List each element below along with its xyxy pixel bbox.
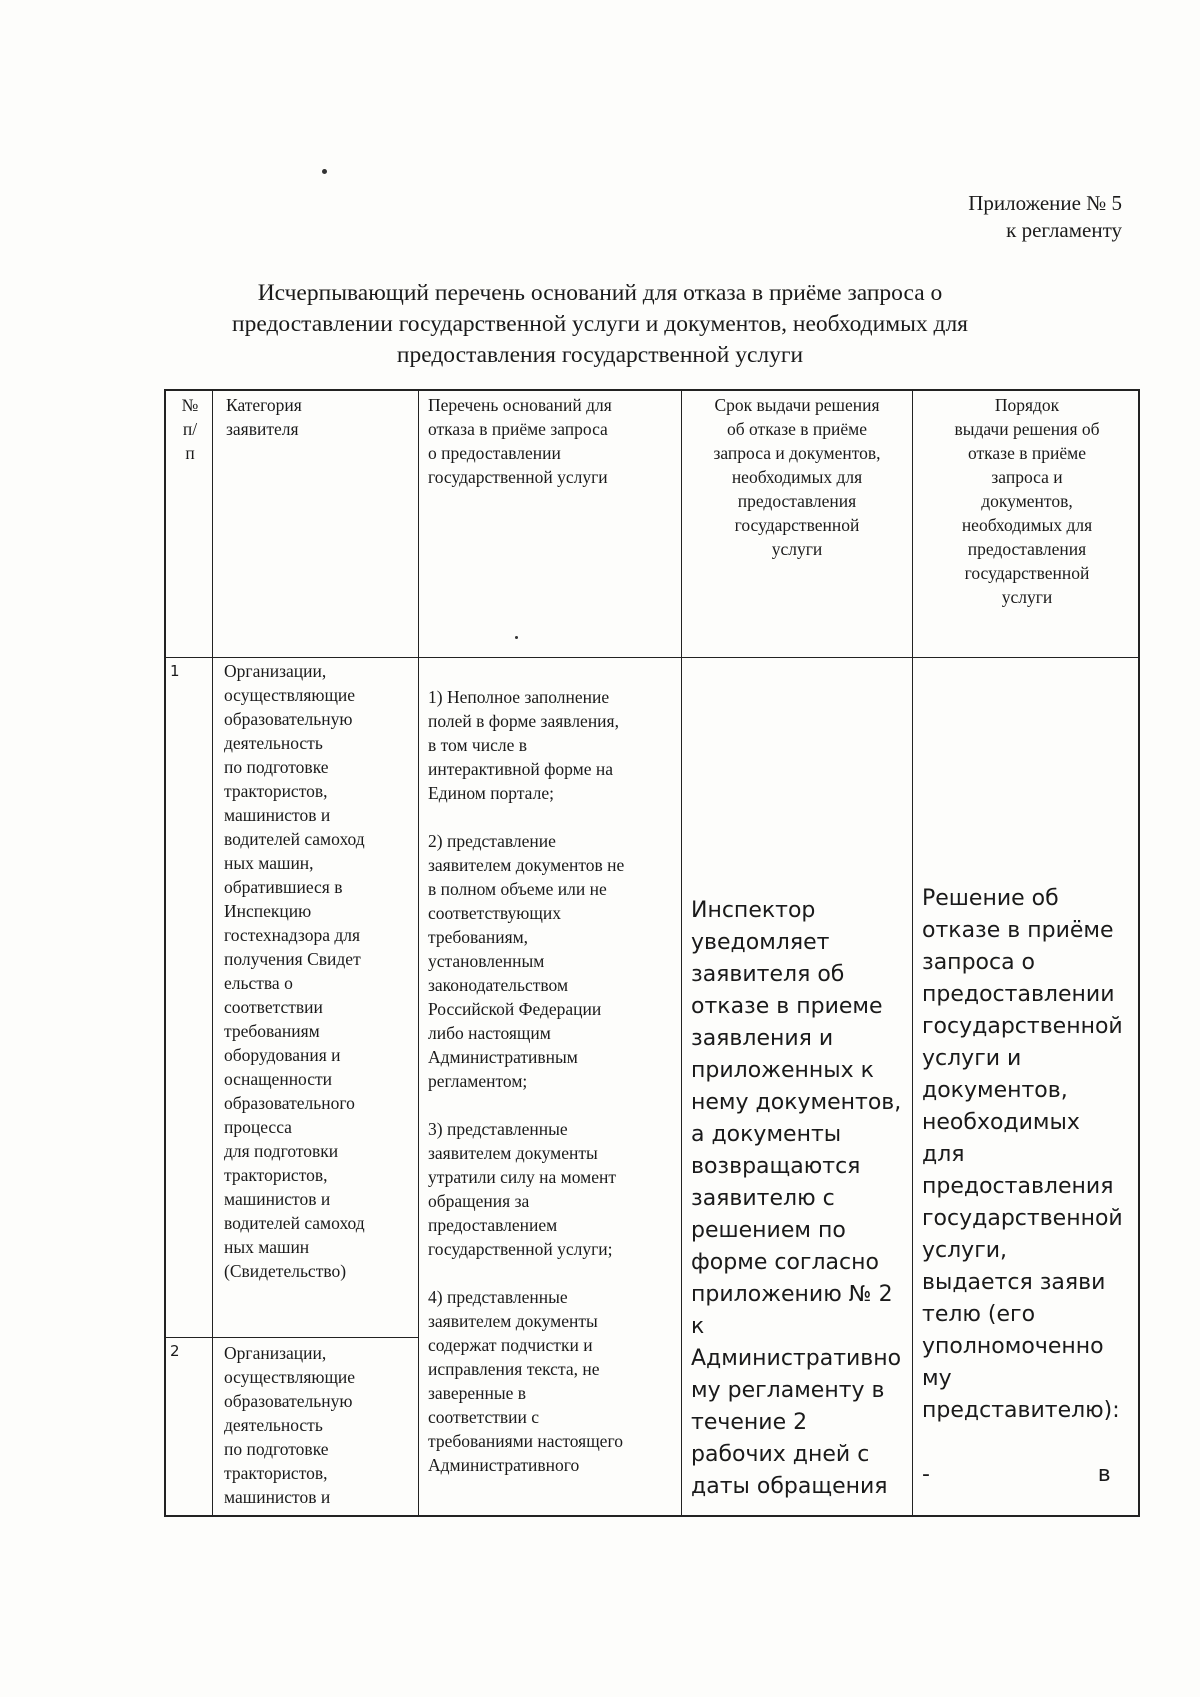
title-line-2: предоставлении государственной услуги и документов, необходимых для [232, 311, 968, 337]
header-divider [166, 657, 1140, 658]
text-line: для подготовки [224, 1141, 339, 1161]
text-line: соответствии [224, 997, 323, 1017]
text-line: предоставлением [428, 1215, 558, 1235]
col-divider-1 [212, 391, 213, 1517]
text-line: ных машин, [224, 853, 314, 873]
text-line: нему документов, [691, 1090, 902, 1115]
text-line: машинистов и [224, 1189, 331, 1209]
text-line: документов, [922, 1078, 1068, 1103]
text-line: деятельность [224, 1415, 323, 1435]
text-line: течение 2 [691, 1410, 808, 1435]
text-line: водителей самоход [224, 829, 365, 849]
text-line: машинистов и [224, 805, 331, 825]
order-text [922, 883, 1134, 1491]
row2-number: 2 [170, 1342, 180, 1360]
text-line: телю (его [922, 1302, 1036, 1327]
text-line: 4) представленные [428, 1287, 568, 1307]
text-line: предоставлении [922, 982, 1115, 1007]
text-line: приложению № 2 [691, 1282, 893, 1307]
annex-reference: к регламенту [1006, 218, 1122, 242]
header-num [168, 393, 212, 465]
text-line: заявителем документы [428, 1311, 598, 1331]
text-line: даты обращения [691, 1474, 888, 1499]
text-line: деятельность [224, 733, 323, 753]
text-line: заявителя [226, 419, 299, 439]
text-line: обращения за [428, 1191, 530, 1211]
row2-category [224, 1341, 418, 1509]
header-grounds [428, 393, 678, 489]
text-line: машинистов и [224, 1487, 331, 1507]
text-line: п [185, 443, 195, 463]
text-line: установленным [428, 951, 545, 971]
text-line: по подготовке [224, 1439, 329, 1459]
text-line: осуществляющие [224, 685, 356, 705]
text-line: 1) Неполное заполнение [428, 687, 610, 707]
text-line: ных машин [224, 1237, 310, 1257]
text-line: оборудования и [224, 1045, 341, 1065]
title-line-1: Исчерпывающий перечень оснований для отказа в приёме запроса о [257, 280, 943, 306]
text-line: заявителем документы [428, 1143, 598, 1163]
text-line: осуществляющие [224, 1367, 356, 1387]
text-line: Административно [691, 1346, 902, 1371]
col-divider-2 [418, 391, 419, 1517]
text-line: требованиями настоящего [428, 1431, 623, 1451]
text-line: государственной услуги; [428, 1239, 613, 1259]
text-line: уполномоченно [922, 1334, 1104, 1359]
text-line: 2) представление [428, 831, 556, 851]
text-line: отказе в приёме [922, 918, 1114, 943]
text-line: документов, [981, 491, 1073, 511]
text-line: содержат подчистки и [428, 1335, 593, 1355]
text-line: предоставления [737, 491, 857, 511]
text-line: государственной [964, 563, 1090, 583]
text-line: регламентом; [428, 1071, 528, 1091]
text-line: для [922, 1142, 965, 1167]
text-line: исправления текста, не [428, 1359, 600, 1379]
text-line [922, 1427, 1134, 1459]
text-line: заявителя об [691, 962, 845, 987]
row1-category [224, 659, 418, 1283]
text-line: утратили силу на момент [428, 1167, 617, 1187]
text-line: необходимых для [731, 467, 863, 487]
text-line: отказе в приёме [968, 443, 1086, 463]
text-line: государственной [922, 1206, 1123, 1231]
text-line: требованиям [224, 1021, 320, 1041]
text-line: Организации, [224, 1343, 327, 1363]
text-line: заверенные в [428, 1383, 527, 1403]
text-line: государственной [734, 515, 860, 535]
text-line: Категория [226, 395, 302, 415]
text-line: Перечень оснований для [428, 395, 612, 415]
text-line: услуги [1001, 587, 1053, 607]
text-line: в том числе в [428, 735, 527, 755]
text-line: получения Свидет [224, 949, 361, 969]
header-category [226, 393, 416, 441]
paragraph-gap [428, 1261, 672, 1285]
scan-speck [322, 169, 327, 174]
term-text [691, 895, 909, 1503]
text-line: заявления и [691, 1026, 834, 1051]
text-line: запроса и [991, 467, 1063, 487]
text-line: (Свидетельство) [224, 1261, 347, 1281]
text-line: выдается заяви [922, 1270, 1106, 1295]
header-term [682, 393, 912, 561]
text-line: № [181, 395, 199, 415]
text-line: оснащенности [224, 1069, 333, 1089]
row1-number: 1 [170, 662, 180, 680]
text-line: заявителем документов не [428, 855, 625, 875]
text-line: Организации, [224, 661, 327, 681]
text-line: государственной [922, 1014, 1123, 1039]
text-line: решением по [691, 1218, 846, 1243]
text-line: в полном объеме или не [428, 879, 607, 899]
text-line: ельства о [224, 973, 293, 993]
text-line: требованиям, [428, 927, 529, 947]
text-line: необходимых [922, 1110, 1080, 1135]
text-line: выдачи решения об [954, 419, 1100, 439]
text-line: му регламенту в [691, 1378, 885, 1403]
text-line: Российской Федерации [428, 999, 602, 1019]
text-line: процесса [224, 1117, 292, 1137]
grounds-list [428, 685, 672, 1477]
text-line: 3) представленные [428, 1119, 568, 1139]
text-line: Инспекцию [224, 901, 312, 921]
row-divider [166, 1337, 418, 1338]
text-line: приложенных к [691, 1058, 874, 1083]
text-line: полей в форме заявления, [428, 711, 619, 731]
text-line: форме согласно [691, 1250, 879, 1275]
text-line: либо настоящим [428, 1023, 551, 1043]
text-line: Инспектор [691, 898, 816, 923]
text-line: к [691, 1314, 705, 1339]
text-line: предоставления [967, 539, 1087, 559]
text-line: услуги, [922, 1238, 1008, 1263]
header-order [914, 393, 1140, 609]
grounds-table [164, 389, 1140, 1517]
text-line: запроса о [922, 950, 1036, 975]
text-line: соответствующих [428, 903, 561, 923]
text-line: Порядок [994, 395, 1060, 415]
text-line: трактористов, [224, 1463, 328, 1483]
text-line: отказа в приёме запроса [428, 419, 608, 439]
text-line: заявителю с [691, 1186, 835, 1211]
text-line: о предоставлении [428, 443, 561, 463]
text-line: трактористов, [224, 781, 328, 801]
text-line: образовательную [224, 1391, 353, 1411]
text-line: водителей самоход [224, 1213, 365, 1233]
paragraph-gap [428, 1093, 672, 1117]
text-line: трактористов, [224, 1165, 328, 1185]
text-line: отказе в приеме [691, 994, 883, 1019]
document-title [150, 278, 1050, 371]
annex-block [968, 190, 1122, 244]
text-line: необходимых для [961, 515, 1093, 535]
annex-number: Приложение № 5 [968, 191, 1122, 215]
text-line: Административного [428, 1455, 580, 1475]
text-line: Административным [428, 1047, 578, 1067]
text-line: интерактивной форме на [428, 759, 613, 779]
text-line: государственной услуги [428, 467, 608, 487]
text-line: гостехнадзора для [224, 925, 361, 945]
title-line-3: предоставления государственной услуги [396, 342, 804, 368]
text-line: по подготовке [224, 757, 329, 777]
text-line: рабочих дней с [691, 1442, 870, 1467]
paragraph-gap [428, 805, 672, 829]
text-line: соответствии с [428, 1407, 540, 1427]
col-divider-4 [912, 391, 913, 1517]
text-line: обратившиеся в [224, 877, 343, 897]
text-line: услуги и [922, 1046, 1022, 1071]
text-line: образовательного [224, 1093, 355, 1113]
text-line: Решение об [922, 886, 1059, 911]
text-line: му [922, 1366, 952, 1391]
text-line: об отказе в приёме [727, 419, 867, 439]
text-line: возвращаются [691, 1154, 861, 1179]
text-line: Срок выдачи решения [714, 395, 880, 415]
text-line: законодательством [428, 975, 569, 995]
text-line: запроса и документов, [713, 443, 881, 463]
text-line: услуги [771, 539, 823, 559]
text-line: предоставления [922, 1174, 1114, 1199]
text-line: образовательную [224, 709, 353, 729]
text-line: уведомляет [691, 930, 830, 955]
text-line: п/ [182, 419, 198, 439]
text-line: представителю): [922, 1398, 1120, 1423]
text-line: Едином портале; [428, 783, 554, 803]
text-line: а документы [691, 1122, 842, 1147]
text-line: - в [922, 1462, 1111, 1487]
